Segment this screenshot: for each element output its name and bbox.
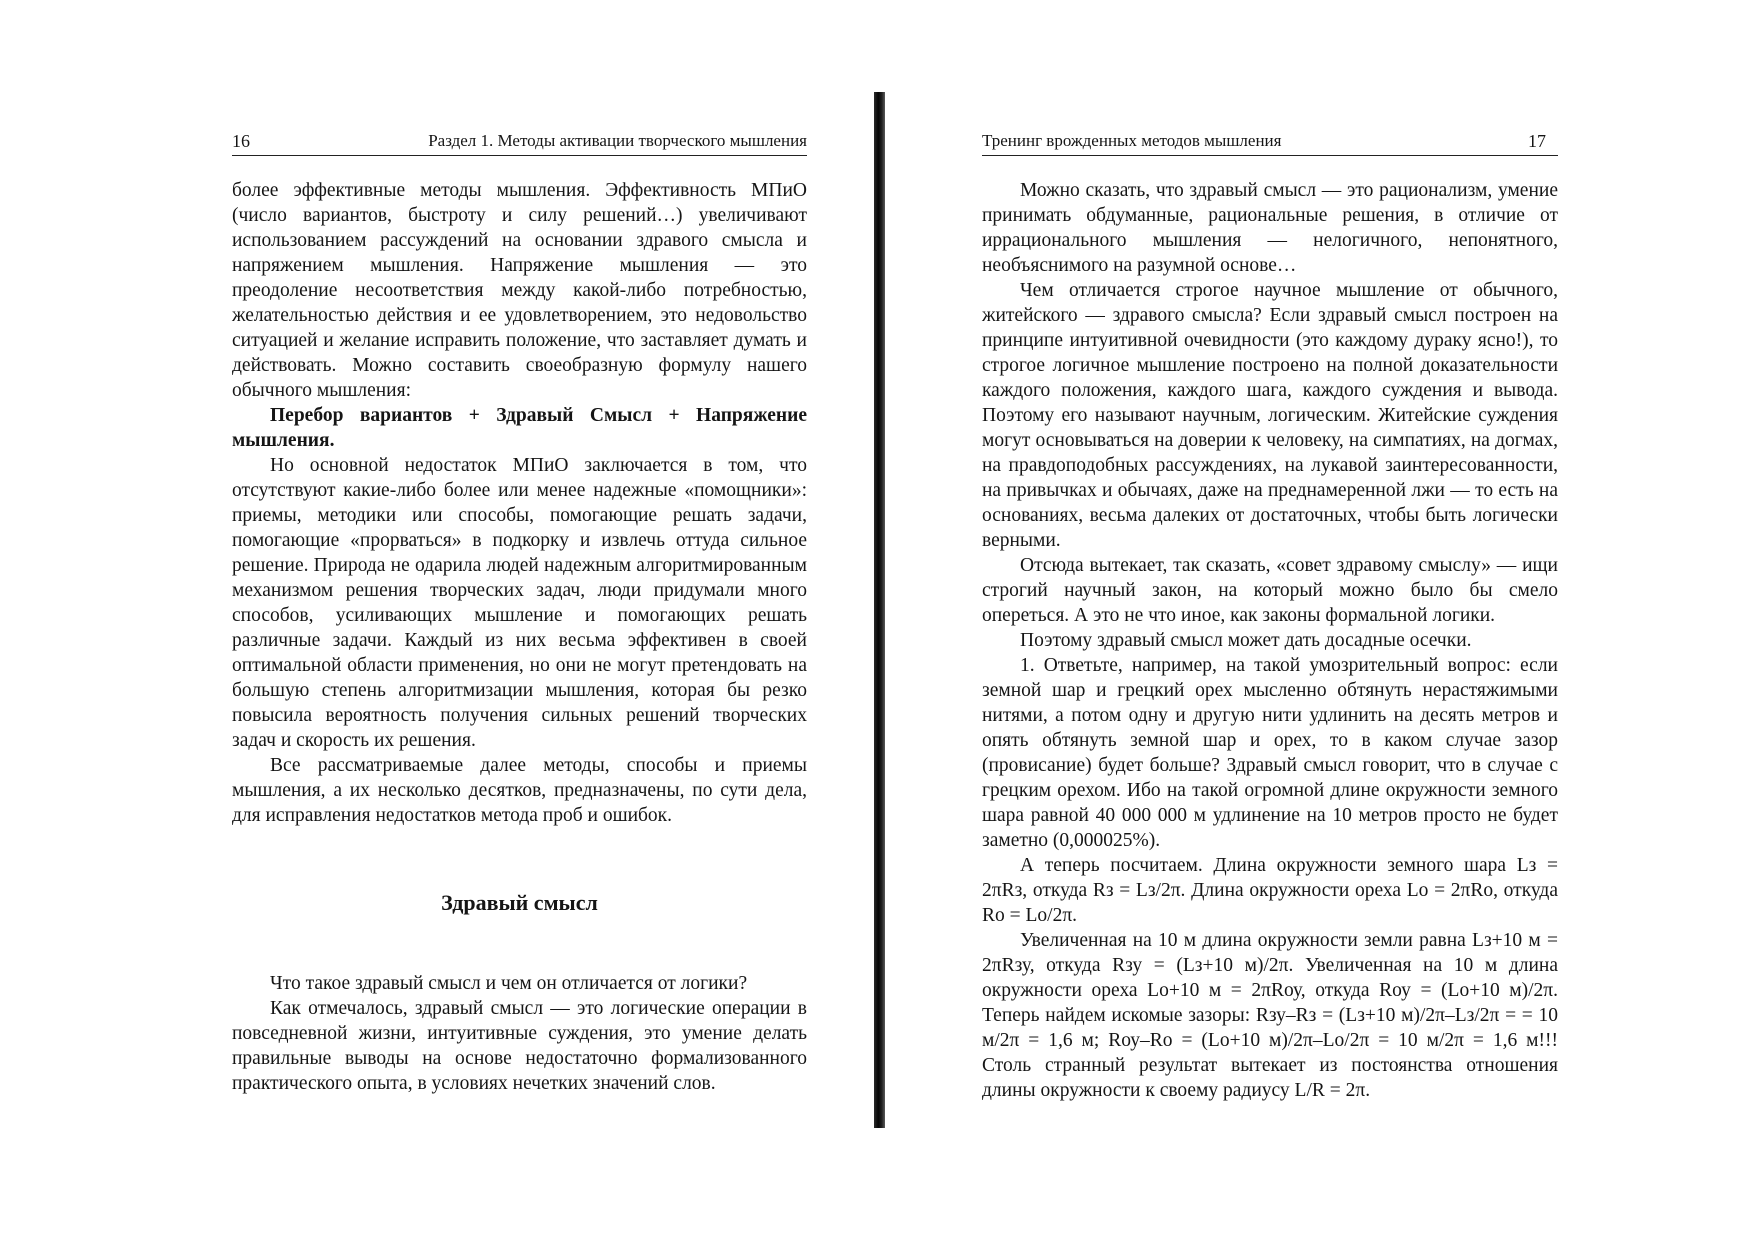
- paragraph: Поэтому здравый смысл может дать досадные осечки.: [1020, 630, 1472, 651]
- paragraph: более эффективные методы мышления. Эффективность МПиО (число вариантов, быстроту и силу решений…) увеличивают использованием рассуждений на основании здравого смысла и напряжением мышления. Напряжение мышления — это преодоление несоответствия между какой-либо потребностью, желательностью действия и ее удовлетворением, это недовольство ситуацией и желание исправить положение, что заставляет думать и действовать. Можно составить своеобразную формулу нашего обычного мышления:: [232, 180, 807, 401]
- paragraph: Отсюда вытекает, так сказать, «совет здравому смыслу» — ищи строгий научный закон, на который можно было бы смело опереться. А это не что иное, как законы формальной логики.: [982, 555, 1558, 626]
- paragraph: Что такое здравый смысл и чем он отличается от логики?: [270, 973, 748, 994]
- right-header-title: Тренинг врожденных методов мышления: [982, 131, 1282, 150]
- formula-paragraph: Перебор вариантов + Здравый Смысл + Напряжение мышления.: [232, 405, 807, 451]
- paragraph: А теперь посчитаем. Длина окружности земного шара Lз = 2πRз, откуда Rз = Lз/2π. Длина окружности ореха Lо = 2πRо, откуда Rо = Lо/2π.: [982, 855, 1558, 926]
- right-running-header: [982, 130, 1558, 156]
- paragraph: Можно сказать, что здравый смысл — это рационализм, умение принимать обдуманные, рациональные решения, в отличие от иррационального мышления — нелогичного, непонятного, необъяснимого на разумной основе…: [982, 180, 1558, 276]
- paragraph: Но основной недостаток МПиО заключается в том, что отсутствуют какие-либо более или менее надежные «помощники»: приемы, методики или способы, помогающие решать задачи, помогающие «прорваться» в подкорку и извлечь оттуда сильное решение. Природа не одарила людей надежным алгоритмированным механизмом решения творческих задач, люди придумали много способов, усиливающих мышление и помогающих решать различные задачи. Каждый из них весьма эффективен в своей оптимальной области применения, но они не могут претендовать на большую степень алгоритмизации мышления, которая бы резко повысила вероятность получения сильных решений творческих задач и скорость их решения.: [232, 455, 807, 751]
- right-page: [877, 0, 1752, 1240]
- paragraph: Как отмечалось, здравый смысл — это логические операции в повседневной жизни, интуитивные суждения, это умение делать правильные выводы на основе недостаточно формализованного практического опыта, в условиях нечетких значений слов.: [232, 998, 807, 1094]
- left-header-title: Раздел 1. Методы активации творческого мышления: [428, 131, 807, 150]
- paragraph: Все рассматриваемые далее методы, способы и приемы мышления, а их несколько десятков, предназначены, по сути дела, для исправления недостатков метода проб и ошибок.: [232, 755, 807, 826]
- paragraph: 1. Ответьте, например, на такой умозрительный вопрос: если земной шар и грецкий орех мысленно обтянуть нерастяжимыми нитями, а потом одну и другую нити удлинить на десять метров и опять обтянуть земной шар и орех, то в каком случае зазор (провисание) будет больше? Здравый смысл говорит, что в случае с грецким орехом. Ибо на такой огромной длине окружности земного шара равной 40 000 000 м удлинение на 10 метров просто не будет заметно (0,000025%).: [982, 655, 1558, 851]
- paragraph: Увеличенная на 10 м длина окружности земли равна Lз+10 м = 2πRзу, откуда Rзу = (Lз+10 м)/2π. Увеличенная на 10 м длина окружности ореха Lо+10 м = 2πRоу, откуда Rоу = (Lо+10 м)/2π. Теперь найдем искомые зазоры: Rзу–Rз = (Lз+10 м)/2π–Lз/2π = = 10 м/2π = 1,6 м; Rоу–Rо = (Lо+10 м)/2π–Lо/2π = 10 м/2π = 1,6 м!!! Столь странный результат вытекает из постоянства отношения длины окружности к своему радиусу L/R = 2π.: [982, 930, 1558, 1101]
- paragraph: Чем отличается строгое научное мышление от обычного, житейского — здравого смысла? Если здравый смысл построен на принципе интуитивной очевидности (это каждому дураку ясно!), то строгое логичное мышление построено на полной доказательности каждого положения, каждого шага, каждого суждения и вывода. Поэтому его называют научным, логическим. Житейские суждения могут основываться на доверии к человеку, на симпатиях, на догмах, на правдоподобных рассуждениях, на лукавой заинтересованности, на привычках и обычаях, даже на преднамеренной лжи — то есть на основаниях, весьма далеких от достаточных, чтобы быть логически верными.: [982, 280, 1558, 551]
- right-page-number: 17: [1528, 131, 1546, 151]
- right-body-text: [982, 178, 1558, 1103]
- left-page: [0, 0, 875, 1240]
- left-running-header: [232, 130, 807, 156]
- section-heading: Здравый смысл: [441, 890, 598, 915]
- left-body-text: [232, 178, 807, 1096]
- left-page-number: 16: [232, 131, 250, 151]
